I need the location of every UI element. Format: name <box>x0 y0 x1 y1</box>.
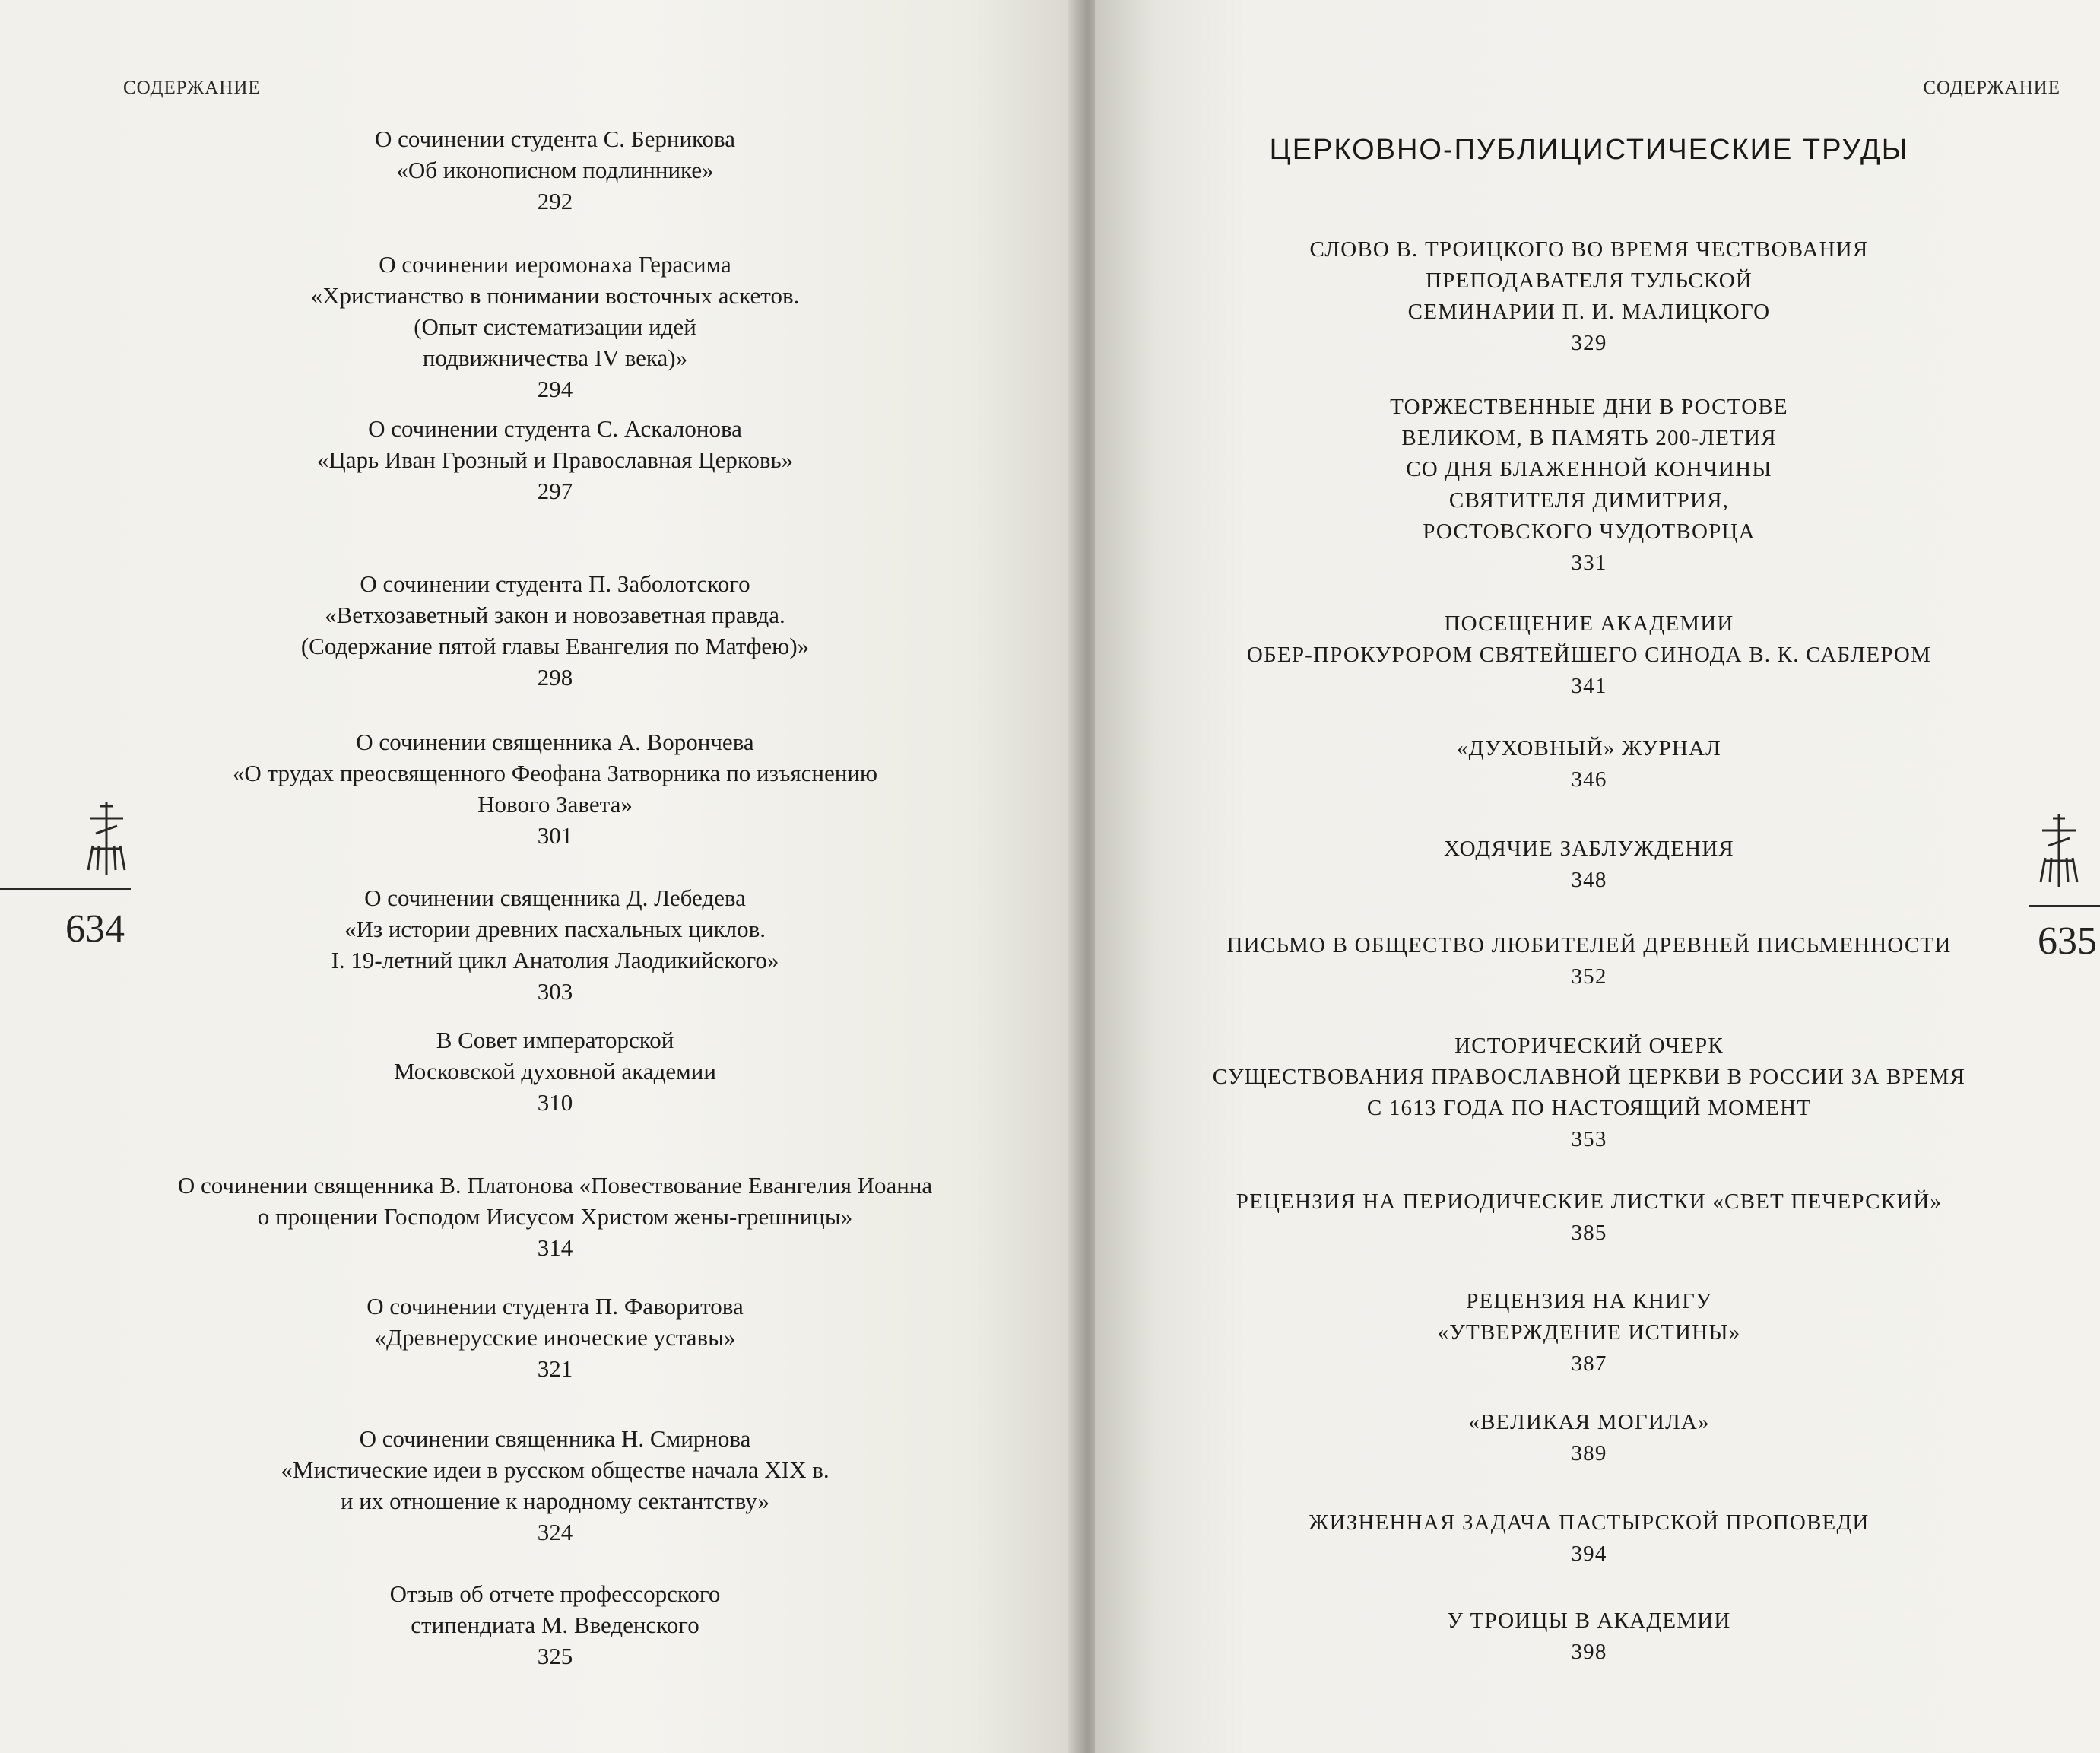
toc-entry-page-number: 389 <box>1571 1441 1607 1466</box>
toc-entry-title-line: «ДУХОВНЫЙ» ЖУРНАЛ <box>1456 736 1722 761</box>
toc-entry <box>1133 1507 2045 1570</box>
toc-entry <box>122 1423 988 1548</box>
toc-entry-title-line: «Мистические идеи в русском обществе начала XIX в. <box>281 1456 830 1483</box>
toc-entry-title-line: «Древнерусские иноческие уставы» <box>374 1324 736 1351</box>
toc-entry-title-line: «Царь Иван Грозный и Православная Церковь» <box>316 446 794 473</box>
toc-entry-title-line: В Совет императорской <box>436 1027 674 1053</box>
toc-entry-title-line: «Из истории древних пасхальных циклов. <box>344 916 766 942</box>
toc-entry-title-line: СО ДНЯ БЛАЖЕННОЙ КОНЧИНЫ <box>1406 457 1772 481</box>
toc-entry-page-number: 298 <box>537 664 573 691</box>
toc-entry-title-line: О сочинении студента П. Фаворитова <box>366 1293 744 1320</box>
toc-entry-page-number: 301 <box>537 822 573 849</box>
toc-entry-title-line: ИСТОРИЧЕСКИЙ ОЧЕРК <box>1454 1034 1724 1058</box>
toc-entry-title-line: о прощении Господом Иисусом Христом жены-грешницы» <box>257 1203 853 1230</box>
toc-entry-title-line: «Христианство в понимании восточных аскетов. <box>310 282 800 309</box>
toc-entry-title-line: О сочинении иеромонаха Герасима <box>379 251 731 278</box>
toc-entry <box>1133 234 2045 359</box>
toc-entry-title-line: СУЩЕСТВОВАНИЯ ПРАВОСЛАВНОЙ ЦЕРКВИ В РОССИИ ЗА ВРЕМЯ <box>1212 1065 1966 1089</box>
toc-entry <box>122 249 988 405</box>
toc-entry-title-line: «Об иконописном подлиннике» <box>396 157 714 183</box>
toc-entry-title-line: РЕЦЕНЗИЯ НА КНИГУ <box>1466 1289 1712 1313</box>
right-page <box>1095 0 2100 1753</box>
toc-entry-title-line: ПИСЬМО В ОБЩЕСТВО ЛЮБИТЕЛЕЙ ДРЕВНЕЙ ПИСЬМЕННОСТИ <box>1226 933 1952 957</box>
toc-entry-page-number: 348 <box>1571 868 1607 892</box>
toc-entry <box>122 1291 988 1384</box>
toc-entry-title-line: и их отношение к народному сектантству» <box>340 1488 770 1514</box>
toc-entry-title-line: СЛОВО В. ТРОИЦКОГО ВО ВРЕМЯ ЧЕСТВОВАНИЯ <box>1309 237 1869 262</box>
toc-entry-page-number: 329 <box>1571 331 1607 355</box>
toc-entry-title-line: I. 19-летний цикл Анатолия Лаодикийского» <box>331 947 779 973</box>
toc-entry-page-number: 324 <box>537 1519 573 1545</box>
toc-entry-page-number: 398 <box>1571 1640 1607 1664</box>
toc-entry <box>1133 392 2045 579</box>
toc-entry-title-line: С 1613 ГОДА ПО НАСТОЯЩИЙ МОМЕНТ <box>1366 1096 1812 1120</box>
toc-entry <box>1133 1031 2045 1155</box>
toc-entry <box>122 726 988 851</box>
toc-entry-page-number: 321 <box>537 1355 573 1382</box>
toc-entry-title-line: (Опыт систематизации идей <box>414 313 696 340</box>
toc-entry-title-line: О сочинении студента П. Заболотского <box>360 570 750 597</box>
toc-entry <box>1133 1407 2045 1469</box>
toc-entry <box>1133 1605 2045 1668</box>
toc-entry-title-line: подвижничества IV века)» <box>422 345 688 371</box>
toc-entry-page-number: 303 <box>537 978 573 1005</box>
toc-entry-title-line: стипендиата М. Введенского <box>411 1612 699 1638</box>
toc-entry-page-number: 325 <box>537 1643 573 1669</box>
toc-entry-title-line: Нового Завета» <box>477 791 633 818</box>
toc-entry-page-number: 292 <box>537 188 573 214</box>
toc-entry-title-line: ПРЕПОДАВАТЕЛЯ ТУЛЬСКОЙ <box>1426 268 1753 293</box>
toc-entry <box>1133 930 2045 992</box>
toc-entry-page-number: 385 <box>1571 1221 1607 1245</box>
toc-entry-title-line: «УТВЕРЖДЕНИЕ ИСТИНЫ» <box>1437 1320 1741 1345</box>
toc-entry <box>122 1024 988 1118</box>
toc-entry-title-line: ТОРЖЕСТВЕННЫЕ ДНИ В РОСТОВЕ <box>1390 395 1788 419</box>
toc-entry-page-number: 353 <box>1571 1127 1607 1151</box>
toc-entry-title-line: «О трудах преосвященного Феофана Затворника по изъяснению <box>232 760 878 786</box>
cross-ornament-icon <box>2038 812 2080 888</box>
toc-entry-title-line: О сочинении священника Д. Лебедева <box>364 884 746 911</box>
folio-rule-right <box>2029 905 2100 907</box>
toc-entry-title-line: О сочинении священника В. Платонова «Повествование Евангелия Иоанна <box>177 1172 933 1199</box>
toc-entry-title-line: О сочинении студента С. Аскалонова <box>368 415 742 442</box>
toc-entry-title-line: ЖИЗНЕННАЯ ЗАДАЧА ПАСТЫРСКОЙ ПРОПОВЕДИ <box>1309 1510 1870 1535</box>
toc-entry <box>122 1170 988 1263</box>
toc-entry-page-number: 310 <box>537 1089 573 1116</box>
folio-right: 635 <box>2038 919 2097 963</box>
toc-entry <box>1133 834 2045 896</box>
toc-entry-title-line: «Ветхозаветный закон и новозаветная правда. <box>325 602 785 628</box>
toc-entry <box>122 413 988 507</box>
toc-entry <box>122 882 988 1007</box>
section-title: ЦЕРКОВНО-ПУБЛИЦИСТИЧЕСКИЕ ТРУДЫ <box>1269 134 1909 166</box>
running-head-left: СОДЕРЖАНИЕ <box>123 78 261 98</box>
toc-entry-title-line: (Содержание пятой главы Евангелия по Матфею)» <box>300 633 810 659</box>
toc-entry-page-number: 341 <box>1571 674 1607 698</box>
toc-entry-page-number: 314 <box>537 1234 573 1261</box>
toc-entry <box>122 123 988 217</box>
toc-entry-title-line: СВЯТИТЕЛЯ ДИМИТРИЯ, <box>1448 488 1730 513</box>
toc-entry-page-number: 346 <box>1571 767 1607 792</box>
toc-entry-title-line: РЕЦЕНЗИЯ НА ПЕРИОДИЧЕСКИЕ ЛИСТКИ «СВЕТ ПЕЧЕРСКИЙ» <box>1236 1189 1943 1214</box>
toc-entry-title-line: РОСТОВСКОГО ЧУДОТВОРЦА <box>1423 519 1756 544</box>
toc-entry-page-number: 387 <box>1571 1351 1607 1376</box>
toc-entry <box>1133 1286 2045 1380</box>
toc-entry <box>1133 608 2045 702</box>
toc-entry-page-number: 294 <box>537 376 573 402</box>
toc-entry-title-line: ВЕЛИКОМ, В ПАМЯТЬ 200-ЛЕТИЯ <box>1401 426 1777 450</box>
toc-entry-title-line: Московской духовной академии <box>394 1058 716 1085</box>
toc-entry-title-line: О сочинении священника А. Ворончева <box>356 729 754 755</box>
running-head-right: СОДЕРЖАНИЕ <box>1923 78 2060 98</box>
toc-entry-title-line: ОБЕР-ПРОКУРОРОМ СВЯТЕЙШЕГО СИНОДА В. К. САБЛЕРОМ <box>1246 643 1932 667</box>
toc-entry-title-line: О сочинении студента С. Берникова <box>374 125 736 152</box>
toc-entry <box>122 1578 988 1672</box>
cross-ornament-icon <box>85 800 128 876</box>
folio-rule-left <box>0 888 131 890</box>
toc-entry-page-number: 352 <box>1571 964 1607 989</box>
toc-entry-title-line: О сочинении священника Н. Смирнова <box>359 1425 751 1452</box>
toc-entry-title-line: Отзыв об отчете профессорского <box>389 1580 721 1607</box>
toc-entry-page-number: 394 <box>1571 1542 1607 1566</box>
toc-entry-title-line: ПОСЕЩЕНИЕ АКАДЕМИИ <box>1444 611 1734 636</box>
toc-entry <box>122 568 988 693</box>
toc-entry-page-number: 297 <box>537 478 573 504</box>
folio-left: 634 <box>65 907 125 951</box>
toc-entry <box>1133 733 2045 796</box>
toc-entry-title-line: У ТРОИЦЫ В АКАДЕМИИ <box>1447 1609 1731 1633</box>
toc-entry-title-line: СЕМИНАРИИ П. И. МАЛИЦКОГО <box>1407 300 1771 324</box>
toc-entry-page-number: 331 <box>1571 551 1607 575</box>
toc-entry-title-line: «ВЕЛИКАЯ МОГИЛА» <box>1468 1410 1710 1434</box>
toc-entry <box>1133 1186 2045 1249</box>
toc-entry-title-line: ХОДЯЧИЕ ЗАБЛУЖДЕНИЯ <box>1444 837 1734 861</box>
